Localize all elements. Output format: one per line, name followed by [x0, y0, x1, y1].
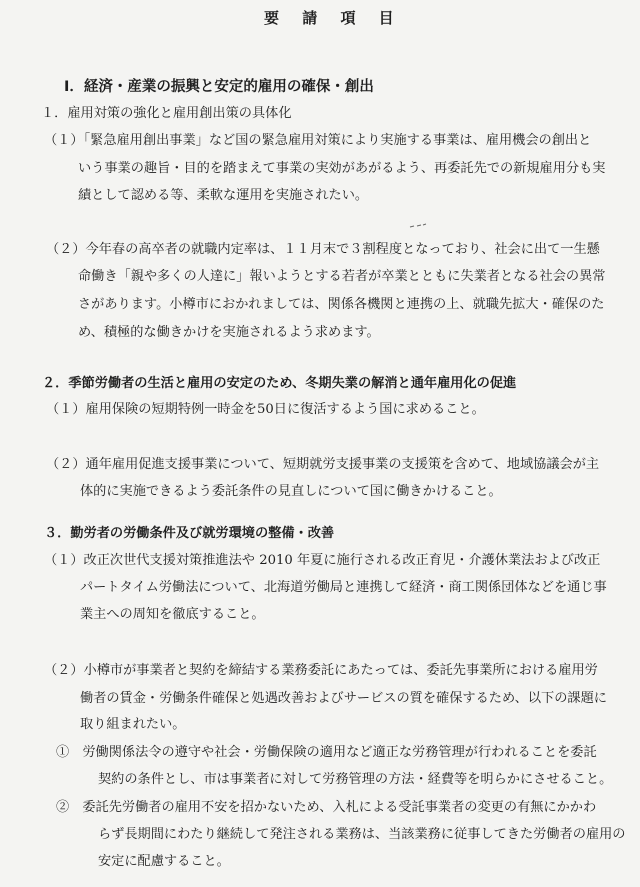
item-3-paragraph-2-line-1: （２）小樽市が事業者と契約を締結する業務委託にあたっては、委託先事業所における雇用労 [44, 663, 598, 678]
item-2-paragraph-1-line-1: （１）雇用保険の短期特例一時金を50日に復活するよう国に求めること。 [46, 402, 485, 417]
item-1-paragraph-2-line-4: め、積極的な働きかけを実施されるよう求めます。 [78, 325, 380, 340]
item-1-paragraph-2-line-1: （２）今年春の高卒者の就職内定率は、１１月末で３割程度となっており、社会に出て一生懸 [46, 242, 600, 257]
item-3-heading: ３．勤労者の労働条件及び就労環境の整備・改善 [44, 526, 335, 541]
item-1-paragraph-1-line-1: （１）「緊急雇用創出事業」など国の緊急雇用対策により実施する事業は、雇用機会の創出と [44, 133, 592, 148]
item-1-paragraph-1-line-2: いう事業の趣旨・目的を踏まえて事業の実効があがるよう、再委託先での新規雇用分も実 [78, 161, 606, 176]
pen-smudge-mark [409, 223, 427, 229]
item-3-subitem-2-line-3: 安定に配慮すること。 [98, 854, 230, 869]
item-3-subitem-2-line-2: らず長期間にわたり継続して発注される業務は、当該業務に従事してきた労働者の雇用の [98, 827, 626, 842]
item-3-subitem-1-line-2: 契約の条件とし、市は事業者に対して労務管理の方法・経費等を明らかにさせること。 [98, 772, 613, 787]
item-3-paragraph-2-line-3: 取り組まれたい。 [80, 717, 186, 732]
item-3-paragraph-1-line-3: 業主への周知を徹底すること。 [80, 607, 265, 622]
item-3-paragraph-1-line-2: パートタイム労働法について、北海道労働局と連携して経済・商工関係団体などを通じ事 [80, 580, 607, 595]
item-1-heading: １．雇用対策の強化と雇用創出策の具体化 [41, 106, 292, 121]
item-1-paragraph-1-line-3: 績として認める等、柔軟な運用を実施されたい。 [78, 188, 369, 203]
document-title: 要 請 項 目 [264, 9, 403, 27]
item-1-paragraph-2-line-2: 命働き「親や多くの人達に」報いようとする若者が卒業とともに失業者となる社会の異常 [78, 269, 606, 284]
item-3-paragraph-2-line-2: 働者の賃金・労働条件確保と処遇改善およびサービスの質を確保するため、以下の課題に [80, 691, 607, 706]
section-1-heading: Ⅰ．経済・産業の振興と安定的雇用の確保・創出 [64, 79, 374, 95]
item-1-paragraph-2-line-3: さがあります。小樽市におかれましては、関係各機関と連携の上、就職先拡大・確保のた [78, 297, 605, 312]
item-2-paragraph-2-line-2: 体的に実施できるよう委託条件の見直しについて国に働きかけること。 [80, 484, 502, 499]
item-3-paragraph-1-line-1: （１）改正次世代支援対策推進法や 2010 年夏に施行される改正育児・介護休業法および改正 [44, 553, 601, 568]
item-2-paragraph-2-line-1: （２）通年雇用促進支援事業について、短期就労支援事業の支援策を含めて、地域協議会が主 [46, 457, 600, 472]
item-3-subitem-1-line-1: ① 労働関係法令の遵守や社会・労働保険の適用など適正な労務管理が行われることを委託 [56, 745, 597, 760]
item-2-heading: ２．季節労働者の生活と雇用の安定のため、冬期失業の解消と通年雇用化の促進 [42, 376, 517, 391]
item-3-subitem-2-line-1: ② 委託先労働者の雇用不安を招かないため、入札による受託事業者の変更の有無にかかわ [56, 800, 597, 815]
